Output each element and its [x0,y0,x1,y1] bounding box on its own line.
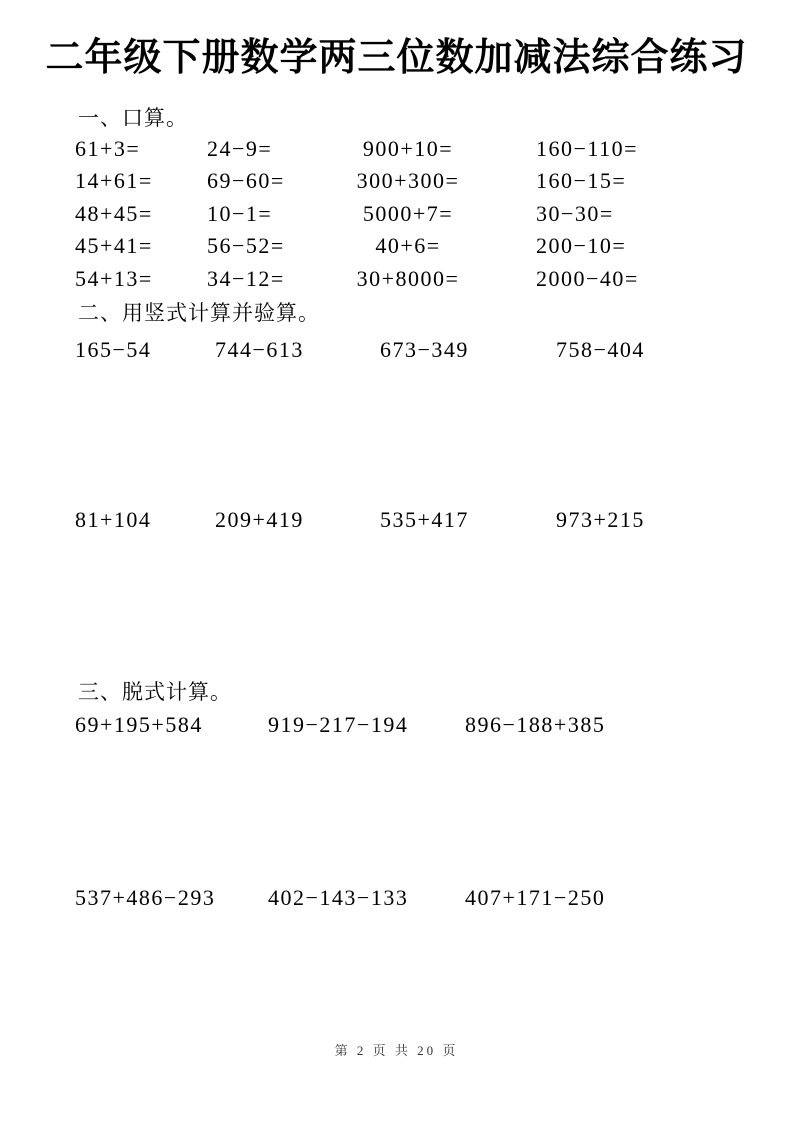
math-expression: 200−10= [536,233,627,259]
section-1-oral-calc-grid [75,133,763,295]
section-2-problem-row [75,507,763,533]
math-expression: 973+215 [556,507,645,532]
math-expression: 48+45= [75,200,153,226]
math-expression: 14+61= [75,168,153,194]
math-expression: 896−188+385 [465,712,606,737]
math-expression: 160−15= [536,168,627,194]
math-expression: 56−52= [207,233,285,259]
math-expression: 407+171−250 [465,885,606,910]
math-expression: 45+41= [75,233,153,259]
math-expression: 34−12= [207,265,285,291]
math-expression: 744−613 [215,337,304,362]
section-1-heading: 一、口算。 [78,106,188,130]
math-expression: 160−110= [536,136,638,161]
math-expression: 919−217−194 [268,712,409,737]
math-expression: 69+195+584 [75,712,203,737]
math-expression: 535+417 [380,507,469,532]
math-expression: 69−60= [207,168,285,194]
math-expression: 24−9= [207,136,273,161]
math-expression: 61+3= [75,136,141,161]
section-3-problem-row [75,885,763,911]
math-expression: 537+486−293 [75,885,216,910]
math-expression: 10−1= [207,200,273,226]
math-expression: 673−349 [380,337,469,362]
math-expression: 900+10= [362,136,454,161]
math-expression: 30−30= [536,200,614,226]
section-2-problem-row [75,337,763,363]
math-expression: 5000+7= [362,200,454,226]
math-expression: 81+104 [75,507,152,532]
section-2-heading: 二、用竖式计算并验算。 [78,301,320,325]
section-3-heading: 三、脱式计算。 [78,680,232,704]
math-expression: 300+300= [356,168,460,194]
page-title: 二年级下册数学两三位数加减法综合练习 [45,37,748,79]
section-3-problem-row [75,712,763,738]
math-expression: 30+8000= [356,265,460,291]
math-expression: 209+419 [215,507,304,532]
math-expression: 54+13= [75,265,153,291]
math-expression: 402−143−133 [268,885,409,910]
math-expression: 2000−40= [536,265,639,291]
math-expression: 758−404 [556,337,645,362]
page-footer: 第 2 页 共 20 页 [334,1043,459,1058]
math-expression: 40+6= [375,233,441,259]
math-expression: 165−54 [75,337,152,362]
